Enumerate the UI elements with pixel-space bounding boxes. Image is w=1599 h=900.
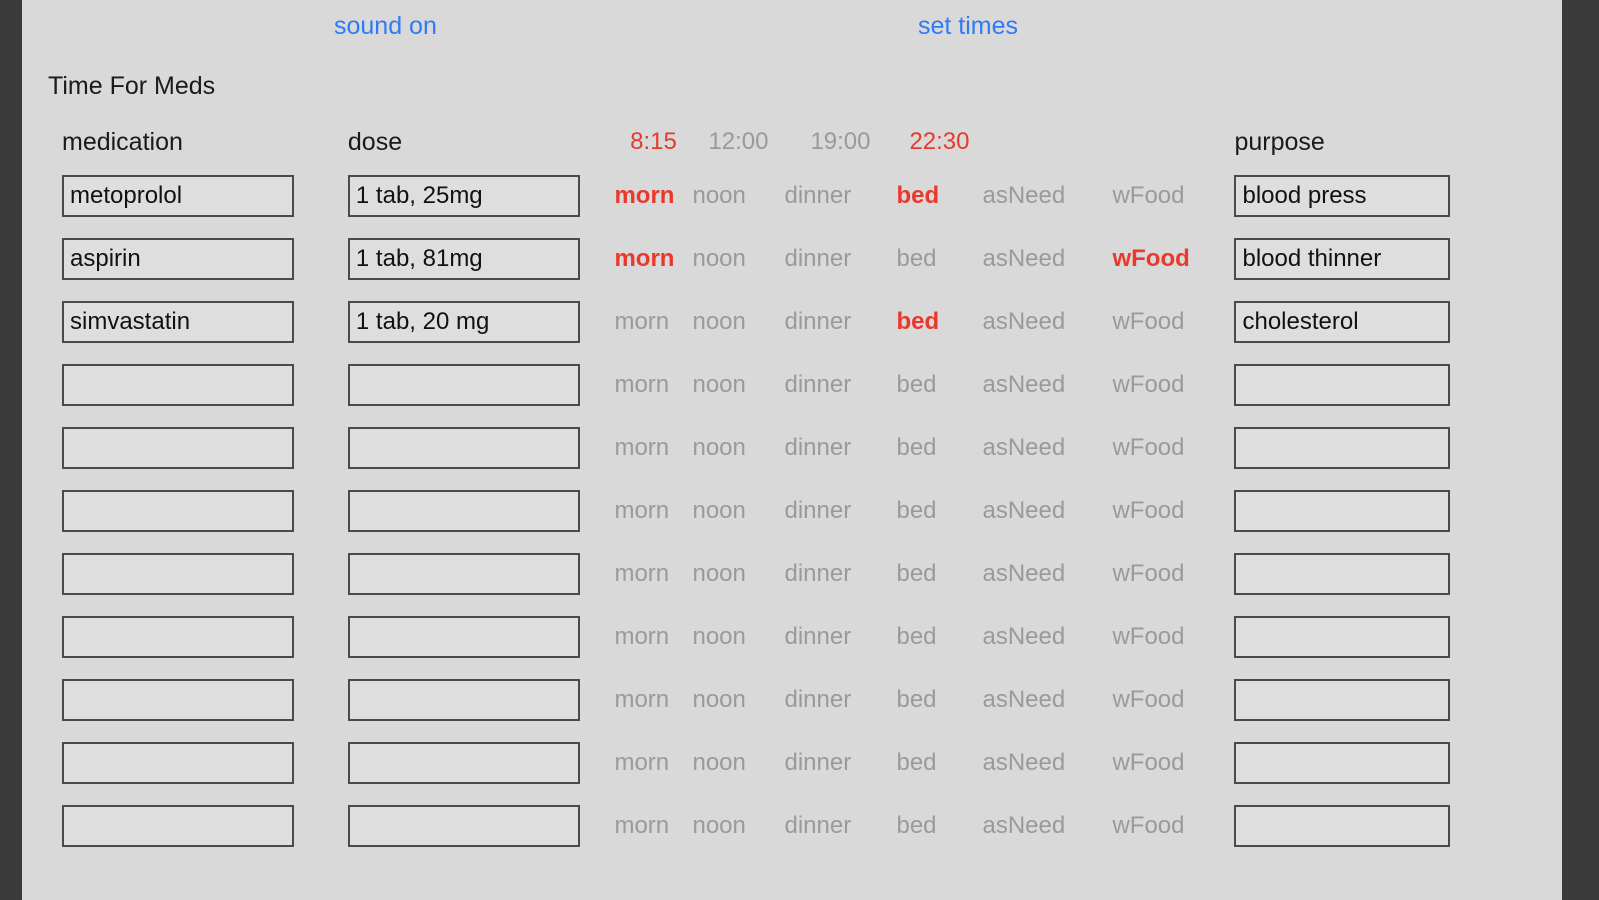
medication-input[interactable] (62, 364, 294, 406)
medication-input[interactable] (62, 553, 294, 595)
dose-cell (332, 668, 615, 731)
medication-cell (22, 542, 332, 605)
tag-asneed[interactable]: asNeed (982, 748, 1066, 776)
tag-dinner[interactable]: dinner (784, 244, 852, 272)
purpose-cell (1224, 668, 1482, 731)
dose-input[interactable] (348, 805, 580, 847)
medication-input[interactable] (62, 490, 294, 532)
header-asneed-spacer (982, 120, 1112, 164)
dose-input[interactable] (348, 679, 580, 721)
header-time-bed[interactable]: 22:30 (909, 128, 970, 155)
medication-cell (22, 479, 332, 542)
dose-cell (332, 227, 615, 290)
tag-morn[interactable]: morn (614, 748, 670, 776)
table-row (22, 731, 1482, 794)
purpose-input[interactable] (1234, 616, 1450, 658)
tag-morn[interactable]: morn (614, 496, 670, 524)
purpose-input[interactable] (1234, 490, 1450, 532)
tag-dinner[interactable]: dinner (784, 181, 852, 209)
medication-cell (22, 416, 332, 479)
dose-cell (332, 353, 615, 416)
tag-noon[interactable]: noon (692, 370, 746, 398)
tag-wfood[interactable]: wFood (1112, 244, 1190, 272)
tag-bed[interactable]: bed (896, 370, 937, 398)
med-reminder-app (22, 0, 1562, 900)
medication-table (22, 120, 1482, 857)
table-header-row (22, 120, 1482, 164)
dose-input[interactable] (348, 616, 580, 658)
purpose-cell (1224, 479, 1482, 542)
tag-asneed[interactable]: asNeed (982, 244, 1066, 272)
dose-input[interactable] (348, 553, 580, 595)
dose-input[interactable]: 1 tab, 81mg (348, 238, 580, 280)
tag-bed[interactable]: bed (896, 748, 937, 776)
header-wfood-spacer (1112, 120, 1224, 164)
medication-cell (22, 668, 332, 731)
dose-input[interactable] (348, 364, 580, 406)
medication-input[interactable] (62, 616, 294, 658)
page-title: Time For Meds (48, 72, 216, 100)
set-times-link[interactable]: set times (918, 12, 1019, 40)
tag-noon[interactable]: noon (692, 811, 746, 839)
dose-cell (332, 479, 615, 542)
tag-morn[interactable]: morn (614, 433, 670, 461)
tag-wfood[interactable]: wFood (1112, 811, 1185, 839)
purpose-cell (1224, 416, 1482, 479)
purpose-cell (1224, 227, 1482, 290)
tag-morn[interactable]: morn (614, 622, 670, 650)
tag-bed[interactable]: bed (896, 307, 940, 335)
tag-morn[interactable]: morn (614, 811, 670, 839)
tag-wfood[interactable]: wFood (1112, 307, 1185, 335)
table-row (22, 227, 1482, 290)
dose-cell (332, 794, 615, 857)
tag-noon[interactable]: noon (692, 244, 746, 272)
table-row (22, 668, 1482, 731)
tag-bed[interactable]: bed (896, 181, 940, 209)
tag-dinner[interactable]: dinner (784, 496, 852, 524)
tag-dinner[interactable]: dinner (784, 685, 852, 713)
dose-cell (332, 605, 615, 668)
medication-cell (22, 731, 332, 794)
purpose-input[interactable]: blood thinner (1234, 238, 1450, 280)
medication-input[interactable] (62, 679, 294, 721)
purpose-input[interactable] (1234, 553, 1450, 595)
tag-wfood[interactable]: wFood (1112, 559, 1185, 587)
table-row (22, 353, 1482, 416)
purpose-input[interactable]: cholesterol (1234, 301, 1450, 343)
tag-bed[interactable]: bed (896, 685, 937, 713)
tag-asneed[interactable]: asNeed (982, 307, 1066, 335)
purpose-input[interactable] (1234, 364, 1450, 406)
tag-asneed[interactable]: asNeed (982, 622, 1066, 650)
medication-input[interactable]: metoprolol (62, 175, 294, 217)
medication-input[interactable] (62, 805, 294, 847)
tag-noon[interactable]: noon (692, 181, 746, 209)
tag-dinner[interactable]: dinner (784, 811, 852, 839)
header-time-morn[interactable]: 8:15 (630, 128, 677, 155)
tag-noon[interactable]: noon (692, 307, 746, 335)
medication-cell (22, 290, 332, 353)
tag-wfood[interactable]: wFood (1112, 370, 1185, 398)
tag-bed[interactable]: bed (896, 559, 937, 587)
header-time-noon[interactable]: 12:00 (708, 128, 769, 155)
tag-noon[interactable]: noon (692, 433, 746, 461)
tag-dinner[interactable]: dinner (784, 307, 852, 335)
tag-wfood[interactable]: wFood (1112, 433, 1185, 461)
tag-bed[interactable]: bed (896, 496, 937, 524)
tag-asneed[interactable]: asNeed (982, 496, 1066, 524)
tag-bed[interactable]: bed (896, 244, 937, 272)
tag-wfood[interactable]: wFood (1112, 748, 1185, 776)
dose-cell (332, 542, 615, 605)
tag-morn[interactable]: morn (614, 181, 675, 209)
purpose-input[interactable] (1234, 742, 1450, 784)
tag-noon[interactable]: noon (692, 496, 746, 524)
table-row (22, 542, 1482, 605)
tag-morn[interactable]: morn (614, 685, 670, 713)
tag-bed[interactable]: bed (896, 622, 937, 650)
table-row (22, 416, 1482, 479)
dose-cell (332, 416, 615, 479)
tag-wfood[interactable]: wFood (1112, 496, 1185, 524)
medication-input[interactable] (62, 742, 294, 784)
medication-cell (22, 353, 332, 416)
dose-input[interactable]: 1 tab, 20 mg (348, 301, 580, 343)
dose-input[interactable] (348, 490, 580, 532)
tag-noon[interactable]: noon (692, 559, 746, 587)
dose-input[interactable]: 1 tab, 25mg (348, 175, 580, 217)
tag-dinner[interactable]: dinner (784, 748, 852, 776)
medication-input[interactable] (62, 427, 294, 469)
dose-cell (332, 290, 615, 353)
tag-dinner[interactable]: dinner (784, 622, 852, 650)
tag-dinner[interactable]: dinner (784, 370, 852, 398)
tag-wfood[interactable]: wFood (1112, 685, 1185, 713)
tag-morn[interactable]: morn (614, 559, 670, 587)
medication-input[interactable]: simvastatin (62, 301, 294, 343)
tag-noon[interactable]: noon (692, 622, 746, 650)
tag-asneed[interactable]: asNeed (982, 559, 1066, 587)
header-medication: medication (62, 127, 183, 156)
tag-asneed[interactable]: asNeed (982, 181, 1066, 209)
tag-bed[interactable]: bed (896, 811, 937, 839)
purpose-cell (1224, 290, 1482, 353)
tag-morn[interactable]: morn (614, 244, 675, 272)
dose-input[interactable] (348, 427, 580, 469)
tag-wfood[interactable]: wFood (1112, 622, 1185, 650)
purpose-input[interactable]: blood press (1234, 175, 1450, 217)
purpose-cell (1224, 353, 1482, 416)
purpose-input[interactable] (1234, 805, 1450, 847)
purpose-cell (1224, 605, 1482, 668)
tag-bed[interactable]: bed (896, 433, 937, 461)
tag-asneed[interactable]: asNeed (982, 370, 1066, 398)
header-dose: dose (347, 127, 403, 156)
table-row (22, 479, 1482, 542)
tag-asneed[interactable]: asNeed (982, 811, 1066, 839)
medication-cell (22, 794, 332, 857)
medication-input[interactable]: aspirin (62, 238, 294, 280)
table-row (22, 794, 1482, 857)
dose-cell (332, 164, 615, 227)
tag-morn[interactable]: morn (614, 370, 670, 398)
purpose-input[interactable] (1234, 679, 1450, 721)
purpose-cell (1224, 731, 1482, 794)
tag-asneed[interactable]: asNeed (982, 433, 1066, 461)
tag-asneed[interactable]: asNeed (982, 685, 1066, 713)
top-toolbar (22, 0, 1562, 44)
tag-dinner[interactable]: dinner (784, 559, 852, 587)
table-row (22, 605, 1482, 668)
medication-cell (22, 605, 332, 668)
tag-noon[interactable]: noon (692, 748, 746, 776)
tag-wfood[interactable]: wFood (1112, 181, 1185, 209)
purpose-cell (1224, 164, 1482, 227)
header-purpose: purpose (1234, 127, 1325, 156)
purpose-cell (1224, 542, 1482, 605)
header-time-dinner[interactable]: 19:00 (810, 128, 871, 155)
purpose-cell (1224, 794, 1482, 857)
tag-noon[interactable]: noon (692, 685, 746, 713)
table-row (22, 290, 1482, 353)
purpose-input[interactable] (1234, 427, 1450, 469)
medication-cell (22, 164, 332, 227)
table-row (22, 164, 1482, 227)
medication-cell (22, 227, 332, 290)
dose-input[interactable] (348, 742, 580, 784)
dose-cell (332, 731, 615, 794)
tag-dinner[interactable]: dinner (784, 433, 852, 461)
sound-on-link[interactable]: sound on (334, 12, 437, 40)
tag-morn[interactable]: morn (614, 307, 670, 335)
